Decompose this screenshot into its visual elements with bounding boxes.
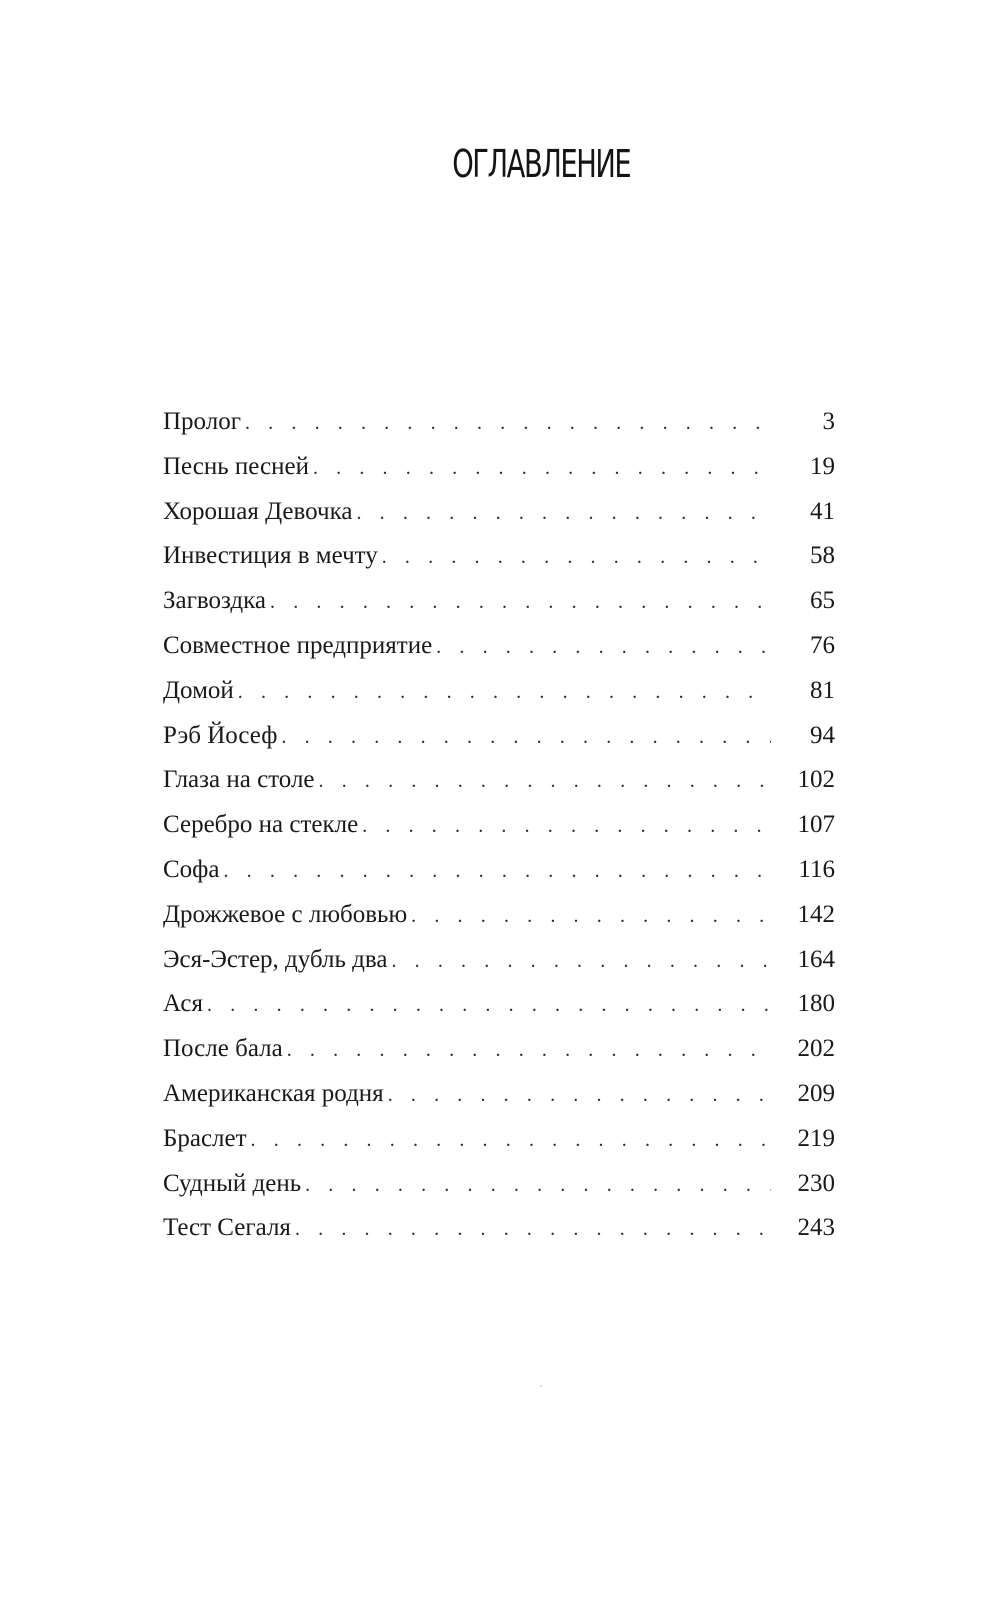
toc-entry-page: 107 xyxy=(797,811,835,839)
toc-entry-title: Тест Сегаля xyxy=(163,1214,291,1242)
dot-leader xyxy=(295,1207,771,1252)
toc-entry-title: Пролог xyxy=(163,408,241,435)
dot-leader xyxy=(313,446,771,491)
toc-entry-title: Песнь песней xyxy=(163,452,309,480)
dot-leader xyxy=(245,401,771,446)
toc-entry-title: Софа xyxy=(163,855,220,883)
toc-entry-title: Инвестиция в мечту xyxy=(163,542,378,570)
toc-entry-title: После бала xyxy=(163,1035,283,1063)
toc-entry-page: 180 xyxy=(797,990,835,1018)
toc-entry xyxy=(163,758,835,803)
toc-entry-page: 65 xyxy=(810,587,835,615)
toc-entry-page: 94 xyxy=(810,721,835,749)
toc-entry-page: 202 xyxy=(797,1035,835,1063)
toc-entry-page: 243 xyxy=(797,1214,835,1242)
toc-entry-page: 102 xyxy=(797,766,835,794)
dot-leader xyxy=(356,491,771,536)
toc-entry-page: 19 xyxy=(810,452,835,480)
toc-entry-page: 58 xyxy=(810,542,835,570)
toc-entry xyxy=(163,534,835,579)
toc-entry-title: Ася xyxy=(163,990,204,1018)
toc-entry-title: Браслет xyxy=(163,1124,247,1152)
toc-entry-page: 116 xyxy=(798,855,835,883)
toc-entry-page: 219 xyxy=(797,1124,835,1152)
toc-entry xyxy=(163,803,835,848)
toc-entry-page: 142 xyxy=(797,900,835,928)
toc-entry-title: Хорошая Девочка xyxy=(163,497,353,525)
dot-leader xyxy=(270,580,771,625)
dot-leader xyxy=(251,1118,771,1163)
toc-entry xyxy=(163,1117,835,1162)
toc-entry xyxy=(163,1206,835,1251)
toc-entry xyxy=(163,1072,835,1117)
toc-entry-title: Дрожжевое с любовью xyxy=(163,900,408,928)
toc-entry xyxy=(163,400,835,445)
toc-entry-title: Загвоздка xyxy=(163,587,267,615)
toc-entry xyxy=(163,624,835,669)
dot-leader xyxy=(382,535,771,580)
dot-leader xyxy=(305,1163,771,1208)
toc-entry-title: Серебро на стекле xyxy=(163,811,359,839)
dot-leader xyxy=(207,983,771,1028)
toc-entry xyxy=(163,982,835,1027)
dot-leader xyxy=(436,625,771,670)
toc-entry-title: Американская родня xyxy=(163,1079,384,1107)
dot-leader xyxy=(388,1073,771,1118)
toc-entry xyxy=(163,938,835,983)
dot-leader xyxy=(362,804,771,849)
toc-entry xyxy=(163,445,835,490)
toc-entry-title: Глаза на столе xyxy=(163,766,315,794)
dot-leader xyxy=(319,759,771,804)
toc-entry xyxy=(163,1162,835,1207)
toc-entry-page: 81 xyxy=(810,676,835,704)
toc-entry xyxy=(163,669,835,714)
page-title: ОГЛАВЛЕНИЕ xyxy=(452,142,631,186)
toc-entry-page: 230 xyxy=(797,1169,835,1197)
toc-entry xyxy=(163,848,835,893)
toc-entry-title: Рэб Йосеф xyxy=(163,721,278,749)
toc-entry xyxy=(163,714,835,759)
toc-entry-page: 3 xyxy=(822,408,835,435)
paper-speck xyxy=(540,1385,542,1387)
toc-entry xyxy=(163,579,835,624)
table-of-contents xyxy=(163,400,835,1251)
toc-entry-title: Совместное предприятие xyxy=(163,631,433,659)
dot-leader xyxy=(238,670,771,715)
dot-leader xyxy=(287,1028,771,1073)
toc-entry xyxy=(163,1027,835,1072)
toc-entry-title: Судный день xyxy=(163,1169,302,1197)
dot-leader xyxy=(391,939,771,984)
toc-entry-title: Эся-Эстер, дубль два xyxy=(163,945,388,973)
dot-leader xyxy=(223,849,771,894)
toc-entry-page: 164 xyxy=(797,945,835,973)
toc-entry xyxy=(163,893,835,938)
toc-entry-page: 41 xyxy=(810,497,835,525)
dot-leader xyxy=(281,715,771,760)
toc-entry-page: 209 xyxy=(797,1079,835,1107)
dot-leader xyxy=(411,894,771,939)
toc-entry-page: 76 xyxy=(810,631,835,659)
toc-entry-title: Домой xyxy=(163,676,234,704)
toc-entry xyxy=(163,490,835,535)
